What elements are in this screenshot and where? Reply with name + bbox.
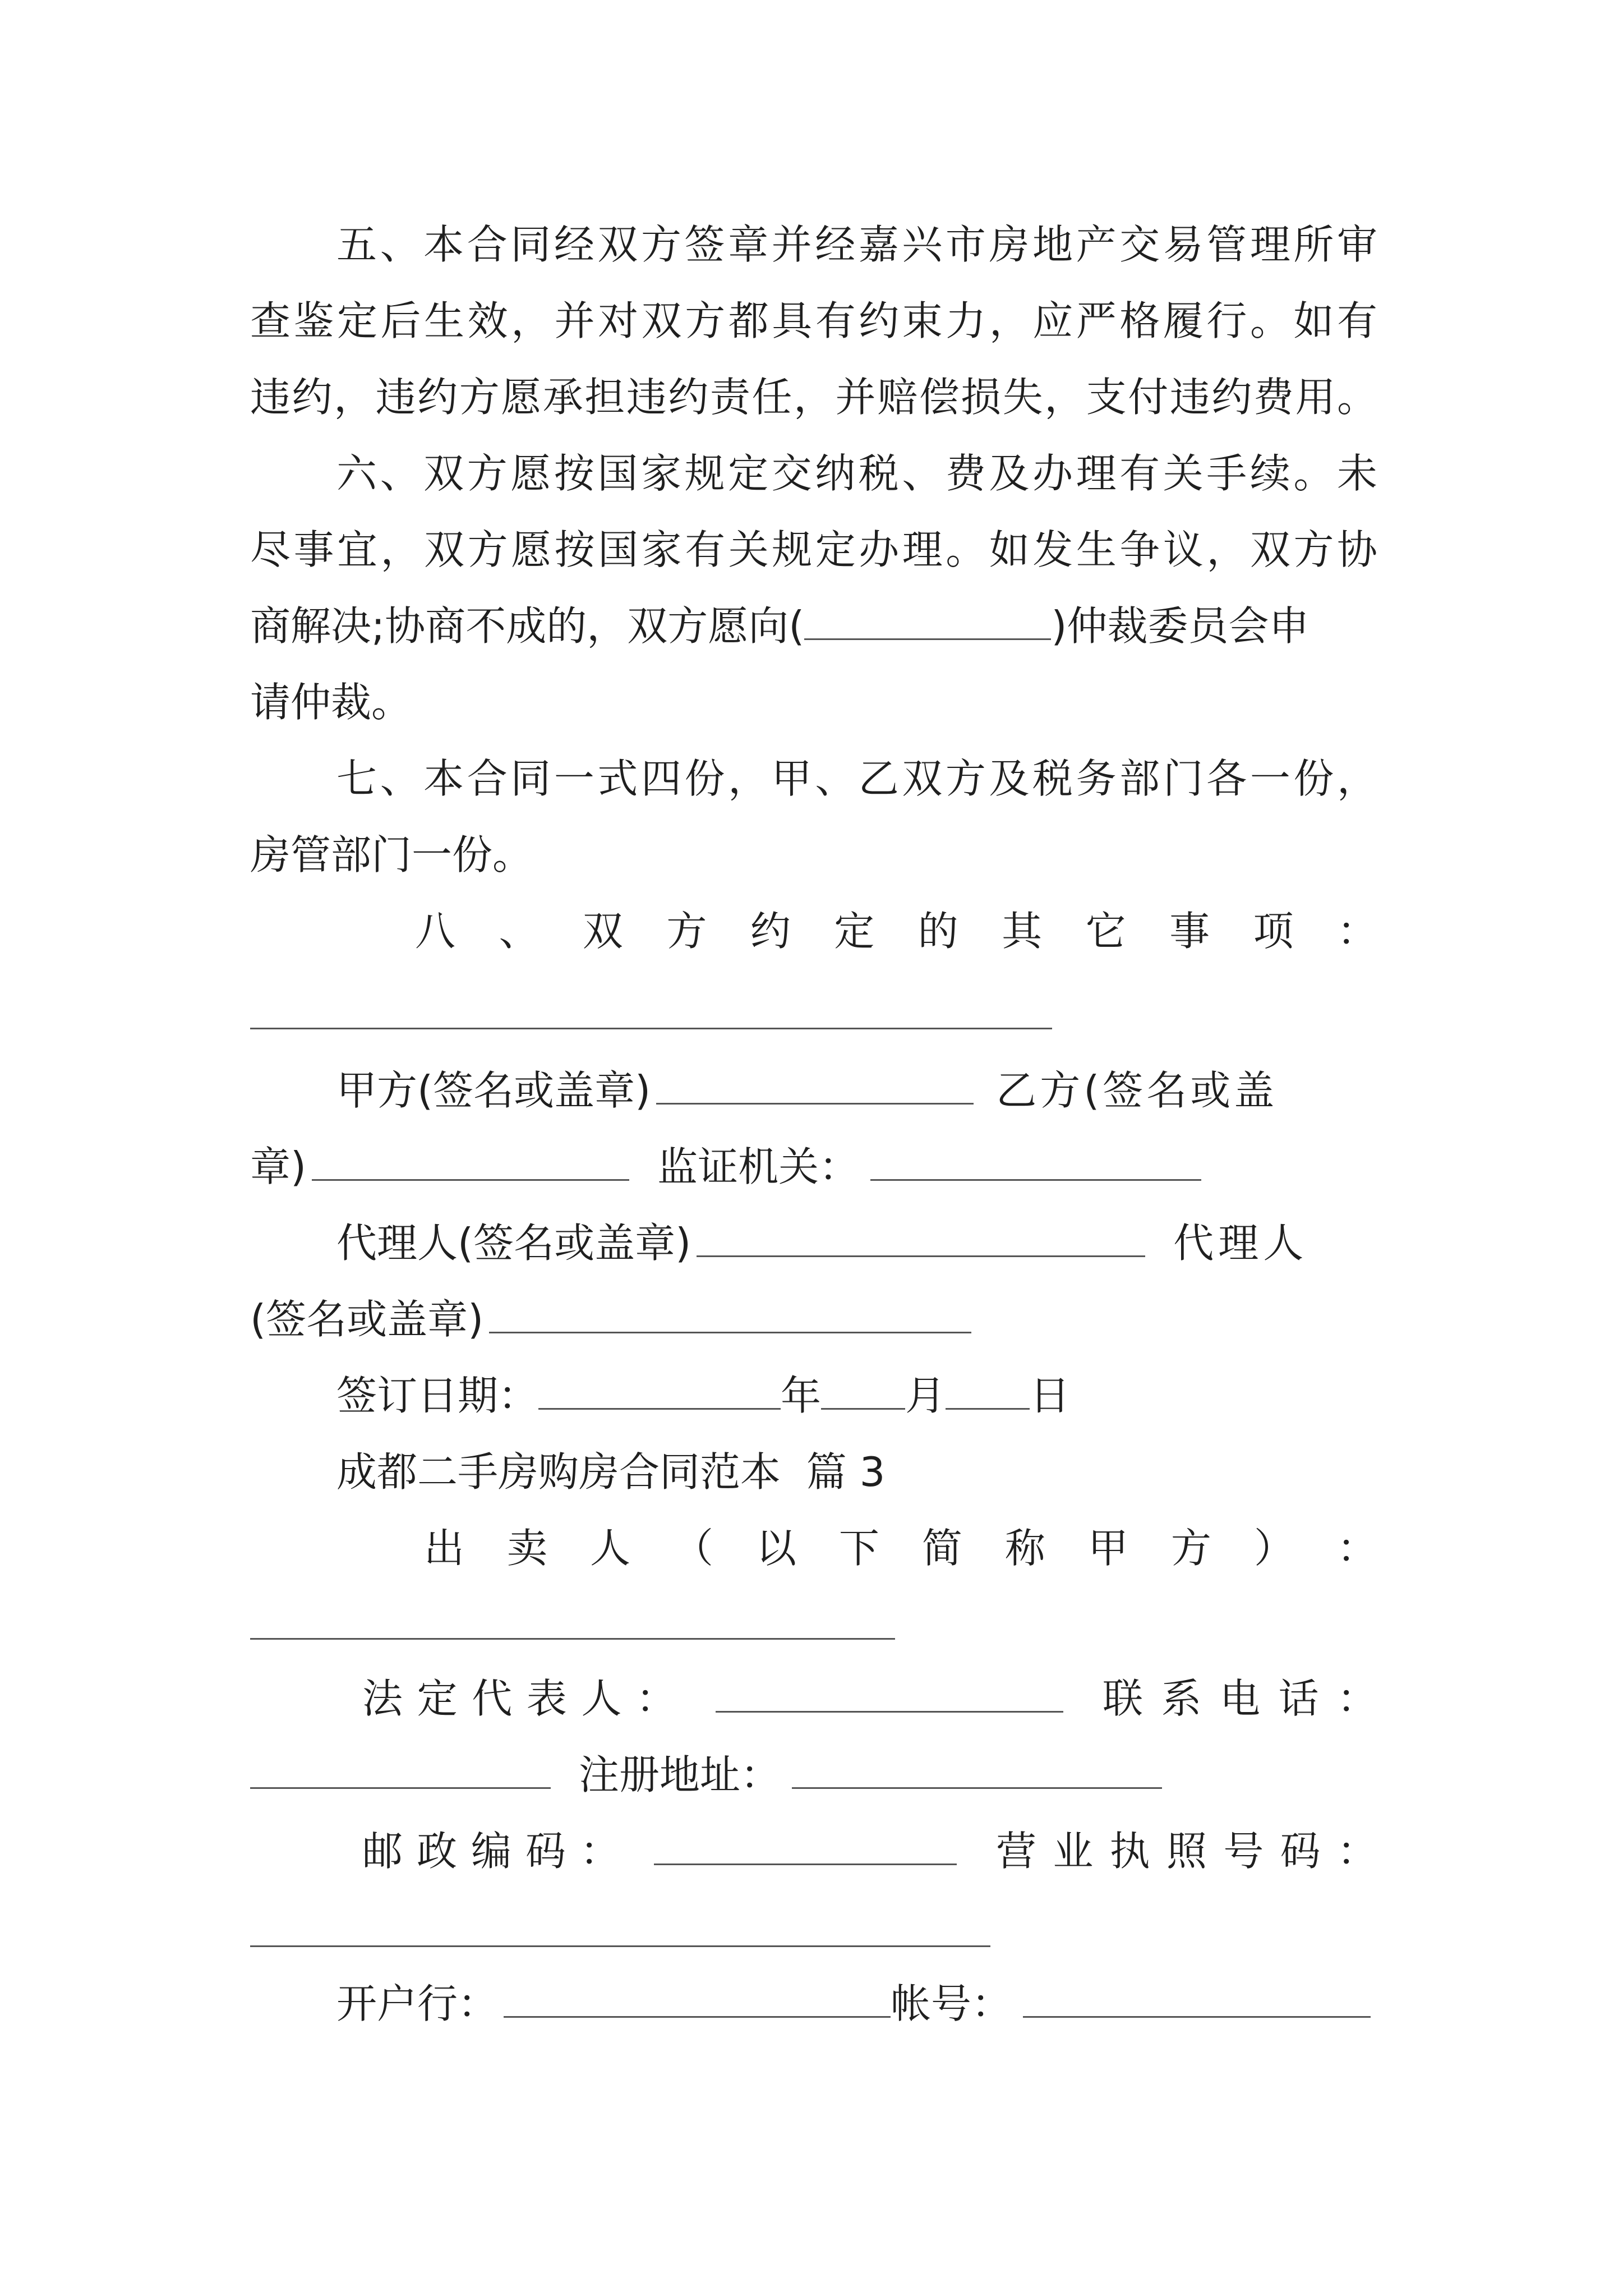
party-b-sign-blank[interactable]: [312, 1139, 629, 1181]
legal-rep-char: 代: [472, 1675, 513, 1722]
day-blank[interactable]: [946, 1368, 1030, 1410]
clause-8-blank[interactable]: [250, 1028, 1052, 1029]
agent-b-blank[interactable]: [489, 1291, 971, 1333]
legal-rep-char: 人: [581, 1675, 622, 1722]
month-label: 月: [905, 1372, 946, 1419]
license-char: ：: [1336, 1828, 1377, 1875]
phone-char: ：: [1336, 1675, 1377, 1722]
seller-char: 称: [1004, 1525, 1045, 1572]
postcode-line: [362, 1813, 1377, 1889]
clause-6-line-3: [250, 588, 1377, 664]
clause-8-char: 事: [1169, 908, 1210, 955]
legal-rep-char: 表: [526, 1675, 567, 1722]
clause-5-line-3: 违约，违约方愿承担违约责任，并赔偿损失，支付违约费用。: [250, 374, 1377, 421]
license-char: 营: [996, 1828, 1037, 1875]
party-a-sign-blank[interactable]: [656, 1062, 974, 1105]
clause-8-char: 方: [666, 908, 707, 955]
clause-6-text-b: )仲裁委员会申: [1051, 602, 1310, 650]
agent-line-1: [336, 1205, 1377, 1281]
legal-rep-blank[interactable]: [716, 1671, 1063, 1713]
license-blank[interactable]: [250, 1945, 990, 1947]
postcode-char: 编: [471, 1828, 511, 1875]
seller-char: 甲: [1087, 1525, 1128, 1572]
seller-char: 以: [755, 1525, 796, 1572]
phone-label: [1103, 1660, 1377, 1737]
arbitration-blank[interactable]: [804, 598, 1051, 640]
clause-6-text-a: 商解决;协商不成的，双方愿向(: [250, 602, 805, 650]
signature-line-2: [250, 1129, 1377, 1205]
party-a-sign-label: 甲方(签名或盖章): [336, 1067, 651, 1114]
supervisor-label: 监证机关：: [657, 1143, 860, 1190]
section-title: 成都二手房购房合同范本 篇 3: [336, 1448, 886, 1496]
clause-8-char: ：: [1336, 908, 1377, 955]
bank-label: 开户行：: [336, 1980, 499, 2027]
seller-char: （: [672, 1525, 713, 1572]
supervisor-blank[interactable]: [870, 1139, 1201, 1181]
bank-blank[interactable]: [504, 1976, 891, 2018]
bank-line: [336, 1966, 1377, 2042]
seller-char: 卖: [506, 1525, 547, 1572]
agent-b-label-cont: (签名或盖章): [250, 1296, 484, 1343]
postcode-char: 码: [525, 1828, 566, 1875]
address-line: [250, 1737, 1377, 1813]
postcode-char: 邮: [362, 1828, 403, 1875]
license-char: 号: [1223, 1828, 1264, 1875]
postcode-label: [362, 1813, 620, 1889]
seller-char: 下: [838, 1525, 879, 1572]
signature-line-1: [336, 1052, 1377, 1129]
phone-blank[interactable]: [250, 1747, 551, 1789]
clause-5-line-1: 五、本合同经双方签章并经嘉兴市房地产交易管理所审: [336, 221, 1377, 268]
address-label: 注册地址：: [579, 1751, 781, 1798]
clause-8-char: 约: [750, 908, 791, 955]
date-line: [336, 1358, 1377, 1434]
clause-7-line-2: 房管部门一份。: [250, 831, 533, 878]
clause-8-char: 它: [1085, 908, 1126, 955]
clause-6-line-1: 六、双方愿按国家规定交纳税、费及办理有关手续。未: [336, 450, 1377, 497]
legal-rep-line: [362, 1660, 1377, 1737]
day-label: 日: [1030, 1372, 1071, 1419]
address-blank[interactable]: [792, 1747, 1162, 1789]
agent-a-label: 代理人(签名或盖章): [336, 1220, 691, 1267]
phone-char: 系: [1161, 1675, 1202, 1722]
seller-char: ）: [1253, 1525, 1294, 1572]
clause-6-line-2: 尽事宜，双方愿按国家有关规定办理。如发生争议，双方协: [250, 526, 1377, 573]
license-char: 业: [1053, 1828, 1094, 1875]
clause-8-char: 项: [1253, 908, 1294, 955]
license-char: 码: [1280, 1828, 1321, 1875]
seller-blank[interactable]: [250, 1638, 895, 1640]
legal-rep-char: ：: [635, 1675, 676, 1722]
agent-b-label: 代理人: [1173, 1220, 1308, 1267]
clause-8-char: 双: [582, 908, 623, 955]
account-label: 帐号：: [891, 1980, 1012, 2027]
month-blank[interactable]: [821, 1368, 905, 1410]
legal-rep-char: 法: [362, 1675, 403, 1722]
seller-char: 简: [921, 1525, 962, 1572]
clause-8-char: 定: [834, 908, 875, 955]
postcode-char: 政: [416, 1828, 457, 1875]
seller-char: 出: [424, 1525, 465, 1572]
party-b-sign-label-cont: 章): [250, 1143, 307, 1190]
license-char: 照: [1166, 1828, 1207, 1875]
clause-8-char: 、: [499, 908, 540, 955]
agent-a-blank[interactable]: [697, 1215, 1145, 1257]
license-char: 执: [1109, 1828, 1150, 1875]
clause-6-line-4: 请仲裁。: [250, 679, 412, 726]
year-label: 年: [781, 1372, 822, 1419]
legal-rep-label: [362, 1660, 676, 1737]
phone-char: 电: [1219, 1675, 1260, 1722]
year-blank[interactable]: [538, 1368, 781, 1410]
phone-char: 联: [1103, 1675, 1144, 1722]
seller-char: 方: [1170, 1525, 1211, 1572]
clause-8-char: 其: [1002, 908, 1043, 955]
seller-char: 人: [589, 1525, 630, 1572]
seller-char: ：: [1336, 1525, 1377, 1572]
clause-8-char: 八: [415, 908, 456, 955]
legal-rep-char: 定: [417, 1675, 458, 1722]
phone-char: 话: [1278, 1675, 1319, 1722]
party-b-sign-label: 乙方(签名或盖: [996, 1067, 1278, 1114]
clause-5-line-2: 查鉴定后生效，并对双方都具有约束力，应严格履行。如有: [250, 297, 1377, 344]
seller-heading: [424, 1510, 1377, 1586]
postcode-blank[interactable]: [654, 1823, 957, 1865]
account-blank[interactable]: [1023, 1976, 1371, 2018]
clause-8-char: 的: [917, 908, 958, 955]
date-label: 签订日期：: [336, 1372, 539, 1419]
clause-8-heading: [415, 893, 1377, 969]
license-label: [996, 1813, 1377, 1889]
clause-7-line-1: 七、本合同一式四份，甲、乙双方及税务部门各一份，: [336, 755, 1377, 802]
postcode-char: ：: [579, 1828, 620, 1875]
agent-line-2: [250, 1281, 1377, 1358]
